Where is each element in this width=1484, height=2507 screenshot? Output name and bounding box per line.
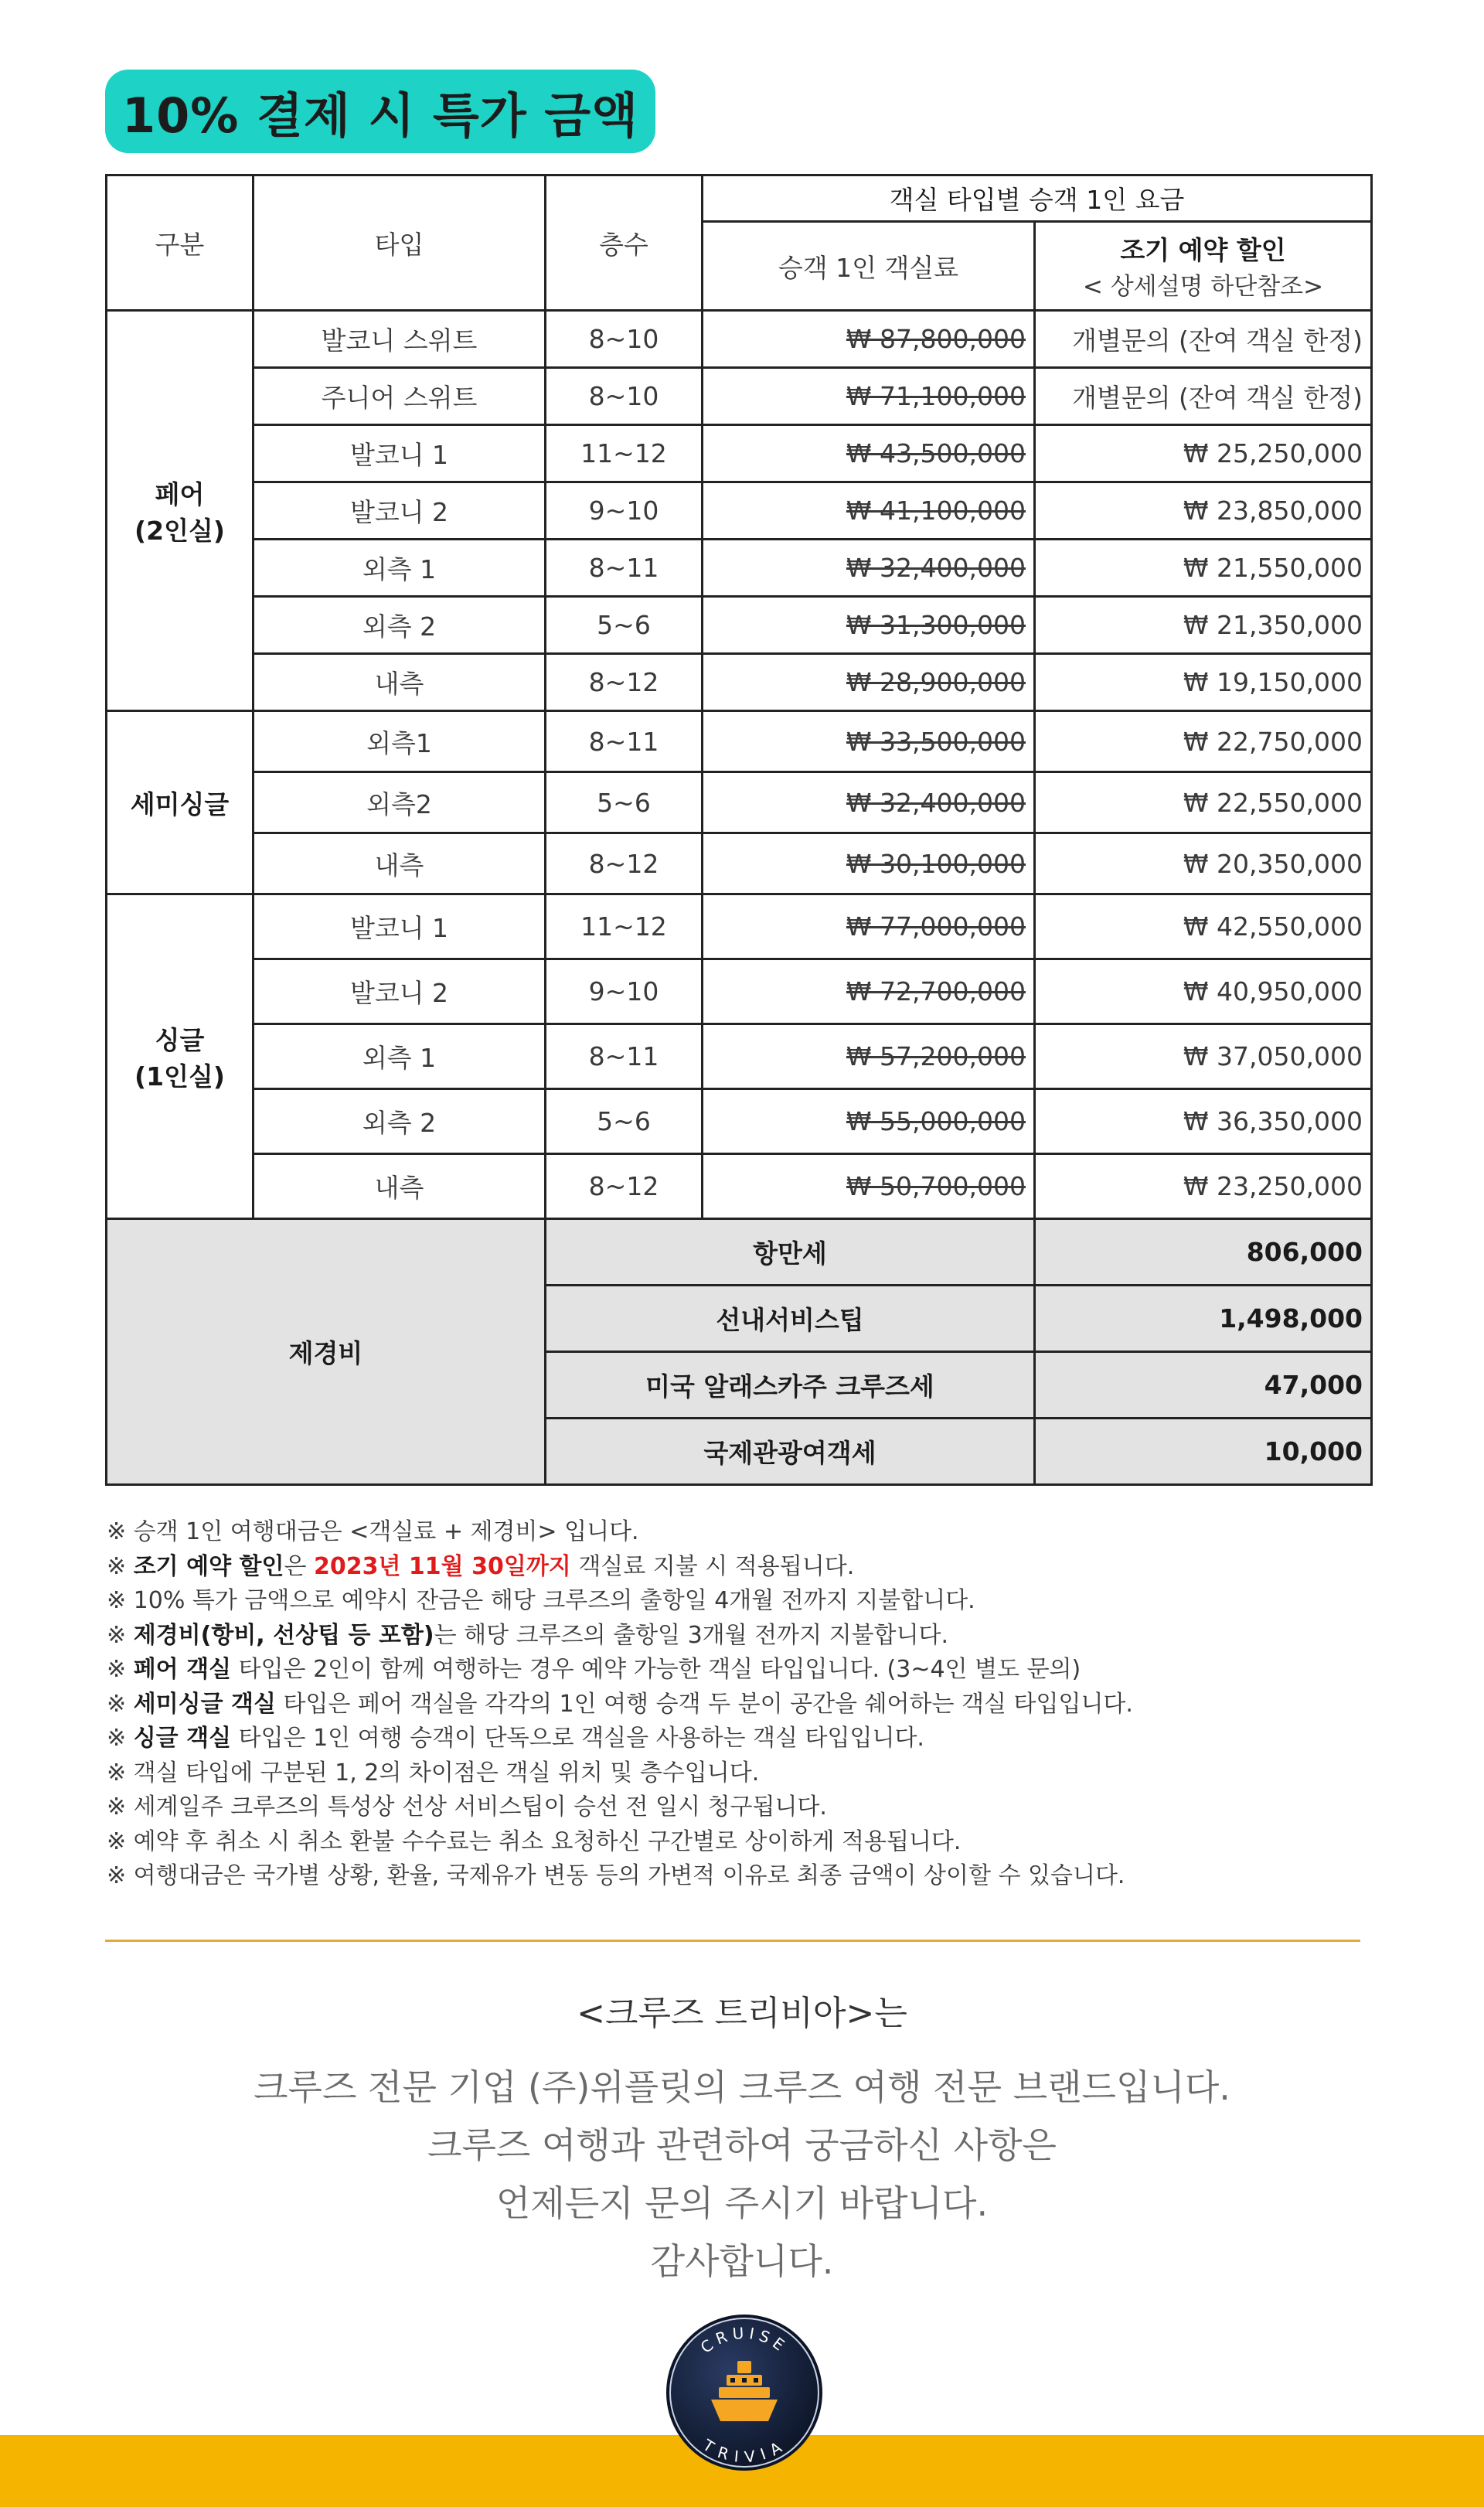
cell-floor: 8~12 xyxy=(546,1154,703,1219)
note-item: ※ 여행대금은 국가별 상황, 환율, 국제유가 변동 등의 가변적 이유로 최종 금액이 상이할 수 있습니다. xyxy=(107,1862,1125,1889)
cell-fare: ₩ 72,700,000 xyxy=(703,959,1035,1024)
fee-value: 1,498,000 xyxy=(1035,1286,1372,1352)
header-fare: 승객 1인 객실료 xyxy=(703,222,1035,311)
cell-floor: 8~12 xyxy=(546,654,703,711)
cell-discount: ₩ 23,850,000 xyxy=(1035,482,1372,540)
note-item: ※ 싱글 객실 타입은 1인 여행 승객이 단독으로 객실을 사용하는 객실 타입입니다. xyxy=(107,1725,924,1752)
logo-top-text: CRUISE xyxy=(696,2323,792,2357)
table-row xyxy=(107,597,1372,654)
cell-fare: ₩ 41,100,000 xyxy=(703,482,1035,540)
cell-type: 발코니 2 xyxy=(254,959,546,1024)
fee-value: 10,000 xyxy=(1035,1419,1372,1485)
cell-type: 주니어 스위트 xyxy=(254,368,546,425)
note-item: ※ 조기 예약 할인은 2023년 11월 30일까지 객실료 지불 시 적용됩니다. xyxy=(107,1552,855,1580)
table-row xyxy=(107,425,1372,482)
cell-floor: 8~10 xyxy=(546,311,703,368)
header-discount xyxy=(1035,222,1372,311)
cell-discount: ₩ 20,350,000 xyxy=(1035,833,1372,894)
table-row xyxy=(107,772,1372,833)
cell-floor: 8~11 xyxy=(546,1024,703,1089)
group-label: 싱글 (1인실) xyxy=(107,894,254,1219)
note-item: ※ 10% 특가 금액으로 예약시 잔금은 해당 크루즈의 출항일 4개월 전까지 지불합니다. xyxy=(107,1587,975,1614)
table-row xyxy=(107,311,1372,368)
brand-title: <크루즈 트리비아>는 xyxy=(577,1994,907,2033)
fee-name: 미국 알래스카주 크루즈세 xyxy=(546,1352,1035,1419)
table-row xyxy=(107,711,1372,772)
table-row xyxy=(107,482,1372,540)
cell-fare: ₩ 55,000,000 xyxy=(703,1089,1035,1154)
cell-fare: ₩ 57,200,000 xyxy=(703,1024,1035,1089)
cell-floor: 8~11 xyxy=(546,540,703,597)
cell-fare: ₩ 32,400,000 xyxy=(703,540,1035,597)
cell-type: 외측1 xyxy=(254,711,546,772)
note-item: ※ 페어 객실 타입은 2인이 함께 여행하는 경우 예약 가능한 객실 타입입니다. (3~4인 별도 문의) xyxy=(107,1656,1081,1683)
fee-row xyxy=(107,1219,1372,1286)
table-row xyxy=(107,368,1372,425)
note-item: ※ 객실 타입에 구분된 1, 2의 차이점은 객실 위치 및 층수입니다. xyxy=(107,1759,760,1787)
price-table xyxy=(105,174,1373,1486)
cell-fare: ₩ 71,100,000 xyxy=(703,368,1035,425)
header-discount-label: 조기 예약 할인 xyxy=(1120,235,1286,265)
cell-floor: 8~12 xyxy=(546,833,703,894)
cell-type: 외측 2 xyxy=(254,1089,546,1154)
cell-type: 내측 xyxy=(254,654,546,711)
cell-type: 내측 xyxy=(254,833,546,894)
note-item: ※ 예약 후 취소 시 취소 환불 수수료는 취소 요청하신 구간별로 상이하게 적용됩니다. xyxy=(107,1827,962,1855)
note-item: ※ 승객 1인 여행대금은 <객실료 + 제경비> 입니다. xyxy=(107,1518,639,1545)
cell-discount: ₩ 22,550,000 xyxy=(1035,772,1372,833)
notes xyxy=(107,1515,1405,1894)
table-row xyxy=(107,833,1372,894)
cell-type: 외측 1 xyxy=(254,540,546,597)
header-discount-sub: < 상세설명 하단참조> xyxy=(1082,273,1324,301)
table-row xyxy=(107,894,1372,959)
cell-type: 외측 1 xyxy=(254,1024,546,1089)
cell-floor: 5~6 xyxy=(546,772,703,833)
cell-fare: ₩ 28,900,000 xyxy=(703,654,1035,711)
fee-name: 선내서비스팁 xyxy=(546,1286,1035,1352)
cell-floor: 9~10 xyxy=(546,482,703,540)
logo-bottom-text: TRIVIA xyxy=(699,2435,789,2467)
cell-fare: ₩ 30,100,000 xyxy=(703,833,1035,894)
table-row xyxy=(107,1089,1372,1154)
cell-discount: 개별문의 (잔여 객실 한정) xyxy=(1035,368,1372,425)
fees-label: 제경비 xyxy=(107,1219,546,1485)
cell-discount: ₩ 40,950,000 xyxy=(1035,959,1372,1024)
cruise-trivia-logo xyxy=(665,2313,824,2472)
cell-type: 내측 xyxy=(254,1154,546,1219)
cell-floor: 9~10 xyxy=(546,959,703,1024)
fee-name: 국제관광여객세 xyxy=(546,1419,1035,1485)
cell-discount: ₩ 23,250,000 xyxy=(1035,1154,1372,1219)
cell-fare: ₩ 32,400,000 xyxy=(703,772,1035,833)
group-label: 세미싱글 xyxy=(107,711,254,894)
cell-discount: ₩ 21,550,000 xyxy=(1035,540,1372,597)
header-category: 구분 xyxy=(107,175,254,311)
cell-floor: 8~11 xyxy=(546,711,703,772)
cell-fare: ₩ 33,500,000 xyxy=(703,711,1035,772)
table-row xyxy=(107,959,1372,1024)
cell-floor: 8~10 xyxy=(546,368,703,425)
header-type: 타입 xyxy=(254,175,546,311)
table-row xyxy=(107,1024,1372,1089)
cell-discount: ₩ 37,050,000 xyxy=(1035,1024,1372,1089)
cell-discount: ₩ 22,750,000 xyxy=(1035,711,1372,772)
cell-discount: 개별문의 (잔여 객실 한정) xyxy=(1035,311,1372,368)
cell-type: 외측2 xyxy=(254,772,546,833)
brand-line: 감사합니다. xyxy=(650,2240,834,2282)
header-floor: 층수 xyxy=(546,175,703,311)
note-item: ※ 세계일주 크루즈의 특성상 선상 서비스팁이 승선 전 일시 청구됩니다. xyxy=(107,1793,827,1821)
table-row xyxy=(107,540,1372,597)
cell-floor: 5~6 xyxy=(546,597,703,654)
cell-fare: ₩ 31,300,000 xyxy=(703,597,1035,654)
table-row xyxy=(107,654,1372,711)
cell-fare: ₩ 87,800,000 xyxy=(703,311,1035,368)
cell-floor: 11~12 xyxy=(546,425,703,482)
cell-discount: ₩ 36,350,000 xyxy=(1035,1089,1372,1154)
cell-type: 외측 2 xyxy=(254,597,546,654)
cell-fare: ₩ 50,700,000 xyxy=(703,1154,1035,1219)
fee-value: 47,000 xyxy=(1035,1352,1372,1419)
cell-discount: ₩ 42,550,000 xyxy=(1035,894,1372,959)
fee-value: 806,000 xyxy=(1035,1219,1372,1286)
cell-floor: 11~12 xyxy=(546,894,703,959)
note-item: ※ 세미싱글 객실 타입은 페어 객실을 각각의 1인 여행 승객 두 분이 공간을 쉐어하는 객실 타입입니다. xyxy=(107,1690,1133,1718)
cell-type: 발코니 1 xyxy=(254,894,546,959)
cell-discount: ₩ 19,150,000 xyxy=(1035,654,1372,711)
table-row xyxy=(107,1154,1372,1219)
divider xyxy=(105,1940,1360,1942)
cell-floor: 5~6 xyxy=(546,1089,703,1154)
brand-line: 크루즈 여행과 관련하여 궁금하신 사항은 xyxy=(427,2124,1057,2166)
cell-type: 발코니 2 xyxy=(254,482,546,540)
cell-discount: ₩ 21,350,000 xyxy=(1035,597,1372,654)
cell-fare: ₩ 77,000,000 xyxy=(703,894,1035,959)
group-label: 페어 (2인실) xyxy=(107,311,254,711)
cell-discount: ₩ 25,250,000 xyxy=(1035,425,1372,482)
fee-name: 항만세 xyxy=(546,1219,1035,1286)
brand-line: 크루즈 전문 기업 (주)위플릿의 크루즈 여행 전문 브랜드입니다. xyxy=(254,2066,1230,2108)
cell-fare: ₩ 43,500,000 xyxy=(703,425,1035,482)
note-item: ※ 제경비(항비, 선상팁 등 포함)는 해당 크루즈의 출항일 3개월 전까지 지불합니다. xyxy=(107,1621,949,1649)
brand-line: 언제든지 문의 주시기 바랍니다. xyxy=(495,2182,989,2224)
page-title: 10% 결제 시 특가 금액 xyxy=(105,70,655,153)
cell-type: 발코니 1 xyxy=(254,425,546,482)
cell-type: 발코니 스위트 xyxy=(254,311,546,368)
header-fare-group: 객실 타입별 승객 1인 요금 xyxy=(703,175,1372,222)
